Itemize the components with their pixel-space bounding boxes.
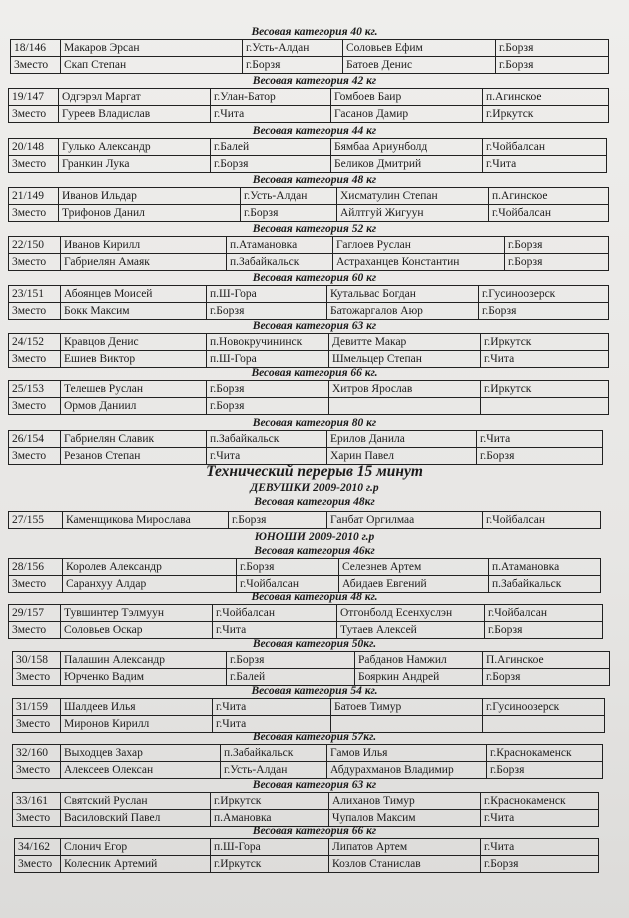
fighter-name: Макаров Эрсан — [61, 40, 243, 57]
bout-number: 3место — [9, 351, 61, 368]
opponent-city: г.Борзя — [487, 762, 603, 779]
fighter-name: Кравцов Денис — [61, 334, 207, 351]
fighter-name: Телешев Руслан — [61, 381, 207, 398]
bout-table — [8, 138, 607, 173]
bout-table — [8, 430, 603, 465]
opponent-name: Шмельцер Степан — [329, 351, 481, 368]
opponent-city: г.Краснокаменск — [487, 745, 603, 762]
bout-number: 19/147 — [9, 89, 59, 106]
table-row — [9, 351, 609, 368]
table-row — [9, 431, 603, 448]
table-row — [13, 669, 610, 686]
fighter-city: г.Борзя — [207, 303, 327, 320]
weight-group — [0, 730, 629, 776]
fighter-name: Абоянцев Моисей — [61, 286, 207, 303]
opponent-name — [329, 398, 481, 415]
fighter-city: г.Борзя — [243, 57, 343, 74]
bout-number: 20/148 — [9, 139, 59, 156]
fighter-name: Ормов Даниил — [61, 398, 207, 415]
table-row — [11, 40, 609, 57]
bout-number: 33/161 — [13, 793, 61, 810]
bout-number: 31/159 — [13, 699, 61, 716]
fighter-name: Бокк Максим — [61, 303, 207, 320]
bout-number: 3место — [9, 398, 61, 415]
bout-number: 3место — [9, 303, 61, 320]
opponent-name: Гамов Илья — [327, 745, 487, 762]
opponent-city — [481, 398, 609, 415]
opponent-name: Соловьев Ефим — [343, 40, 496, 57]
fighter-city: п.Забайкальск — [227, 254, 333, 271]
bout-table — [8, 236, 609, 271]
fighter-city: г.Борзя — [227, 652, 355, 669]
table-row — [9, 237, 609, 254]
bout-number: 3место — [9, 254, 61, 271]
weight-group — [0, 824, 629, 870]
table-row — [9, 381, 609, 398]
weight-category-header: Весовая категория 40 кг. — [251, 26, 378, 38]
opponent-name: Ерилов Данила — [327, 431, 477, 448]
table-row — [9, 605, 603, 622]
opponent-city: г.Краснокаменск — [481, 793, 599, 810]
weight-group — [0, 778, 629, 824]
opponent-city: г.Гусиноозерск — [483, 699, 605, 716]
fighter-name: Габриелян Амаяк — [61, 254, 227, 271]
fighter-name: Слонич Егор — [61, 839, 211, 856]
weight-category-header: Весовая категория 44 кг — [252, 125, 377, 137]
bout-number: 25/153 — [9, 381, 61, 398]
opponent-city: г.Иркутск — [481, 334, 609, 351]
bout-number: 28/156 — [9, 559, 63, 576]
opponent-city: г.Борзя — [483, 669, 610, 686]
bout-table — [12, 744, 603, 779]
bout-number: 29/157 — [9, 605, 61, 622]
weight-category-header: Весовая категория 60 кг — [252, 272, 377, 284]
bout-table — [8, 187, 609, 222]
fighter-name: Королев Александр — [63, 559, 237, 576]
bout-table — [8, 88, 609, 123]
opponent-name: Рабданов Намжил — [355, 652, 483, 669]
opponent-name: Козлов Станислав — [329, 856, 481, 873]
opponent-city: г.Иркутск — [481, 381, 609, 398]
weight-group — [0, 530, 629, 590]
bout-number: 3место — [13, 762, 61, 779]
fighter-city: п.Атамановка — [227, 237, 333, 254]
technical-break-heading: Технический перерыв 15 минут — [206, 463, 423, 480]
opponent-city: г.Борзя — [496, 57, 609, 74]
weight-category-header: Весовая категория 80 кг — [252, 417, 377, 429]
opponent-name: Кутальвас Богдан — [327, 286, 479, 303]
division-heading: ЮНОШИ 2009-2010 г.р — [254, 531, 375, 543]
fighter-city: г.Иркутск — [211, 856, 329, 873]
table-row — [9, 559, 601, 576]
table-row — [9, 334, 609, 351]
table-row — [9, 106, 609, 123]
weight-category-header: Весовая категория 52 кг — [252, 223, 377, 235]
opponent-city: г.Борзя — [477, 448, 603, 465]
bout-table — [8, 511, 601, 529]
weight-category-header: Весовая категория 48кг — [254, 496, 375, 508]
bout-number: 3место — [9, 205, 59, 222]
bout-number: 18/146 — [11, 40, 61, 57]
fighter-city: п.Ш-Гора — [207, 286, 327, 303]
opponent-name: Беликов Дмитрий — [331, 156, 483, 173]
bout-number: 27/155 — [9, 512, 63, 529]
weight-group — [0, 74, 629, 120]
fighter-city: г.Борзя — [241, 205, 337, 222]
opponent-city: г.Чита — [481, 351, 609, 368]
opponent-city: г.Чита — [483, 156, 607, 173]
bout-number: 3место — [13, 669, 61, 686]
opponent-city: г.Борзя — [496, 40, 609, 57]
fighter-name: Саранхуу Алдар — [63, 576, 237, 593]
fighter-name: Колесник Артемий — [61, 856, 211, 873]
weight-category-header: Весовая категория 63 кг — [252, 779, 377, 791]
bout-number: 32/160 — [13, 745, 61, 762]
bout-number: 23/151 — [9, 286, 61, 303]
fighter-name: Юрченко Вадим — [61, 669, 227, 686]
opponent-name: Алиханов Тимур — [329, 793, 481, 810]
opponent-city: г.Чита — [481, 810, 599, 827]
fighter-city: г.Усть-Алдан — [241, 188, 337, 205]
opponent-city: П.Агинское — [483, 652, 610, 669]
fighter-name: Гуреев Владислав — [59, 106, 211, 123]
table-row — [11, 57, 609, 74]
weight-group — [0, 124, 629, 170]
table-row — [9, 286, 609, 303]
fighter-name: Резанов Степан — [61, 448, 207, 465]
opponent-name: Отгонболд Есенхуслэн — [337, 605, 485, 622]
fighter-city: г.Чита — [213, 716, 331, 733]
fighter-city: п.Ш-Гора — [211, 839, 329, 856]
fighter-name: Тувшинтер Тэлмуун — [61, 605, 213, 622]
fighter-name: Миронов Кирилл — [61, 716, 213, 733]
opponent-name: Батоев Тимур — [331, 699, 483, 716]
weight-group — [0, 173, 629, 219]
fighter-city: г.Усть-Алдан — [243, 40, 343, 57]
bout-table — [12, 792, 599, 827]
table-row — [13, 652, 610, 669]
weight-group — [0, 463, 629, 526]
fighter-name: Гулько Александр — [59, 139, 211, 156]
fighter-name: Святский Руслан — [61, 793, 211, 810]
bout-table — [12, 651, 610, 686]
fighter-city: п.Забайкальск — [207, 431, 327, 448]
fighter-name: Гранкин Лука — [59, 156, 211, 173]
opponent-city: г.Чита — [477, 431, 603, 448]
table-row — [13, 699, 605, 716]
bout-table — [14, 838, 599, 873]
opponent-name: Липатов Артем — [329, 839, 481, 856]
bout-number: 3место — [13, 716, 61, 733]
bout-table — [8, 333, 609, 368]
opponent-city: г.Чита — [481, 839, 599, 856]
opponent-city: г.Борзя — [505, 254, 609, 271]
bout-number: 3место — [9, 622, 61, 639]
fighter-city: г.Иркутск — [211, 793, 329, 810]
opponent-name: Гасанов Дамир — [331, 106, 483, 123]
bout-table — [8, 604, 603, 639]
weight-category-header: Весовая категория 48 кг — [252, 174, 377, 186]
table-row — [9, 398, 609, 415]
bout-number: 30/158 — [13, 652, 61, 669]
fighter-name: Иванов Ильдар — [59, 188, 241, 205]
opponent-name: Бямбаа Ариунболд — [331, 139, 483, 156]
bout-number: 3место — [9, 576, 63, 593]
table-row — [9, 254, 609, 271]
fighter-name: Алексеев Олексан — [61, 762, 221, 779]
fighter-city: г.Борзя — [237, 559, 339, 576]
table-row — [15, 839, 599, 856]
opponent-city: г.Чойбалсан — [489, 205, 609, 222]
opponent-city: г.Борзя — [479, 303, 609, 320]
opponent-city: г.Иркутск — [483, 106, 609, 123]
table-row — [9, 303, 609, 320]
opponent-name: Астраханцев Константин — [333, 254, 505, 271]
table-row — [9, 448, 603, 465]
opponent-name: Гомбоев Баир — [331, 89, 483, 106]
bout-number: 3место — [9, 448, 61, 465]
opponent-city: г.Борзя — [481, 856, 599, 873]
opponent-name: Селезнев Артем — [339, 559, 489, 576]
table-row — [9, 89, 609, 106]
fighter-name: Иванов Кирилл — [61, 237, 227, 254]
weight-category-header: Весовая категория 54 кг. — [251, 685, 378, 697]
weight-group — [0, 590, 629, 636]
opponent-city: п.Забайкальск — [489, 576, 601, 593]
division-heading: ДЕВУШКИ 2009-2010 г.р — [250, 482, 379, 494]
fighter-city: г.Балей — [227, 669, 355, 686]
fighter-name: Каменщикова Мирослава — [63, 512, 229, 529]
fighter-name: Соловьев Оскар — [61, 622, 213, 639]
opponent-city: п.Агинское — [489, 188, 609, 205]
bout-table — [8, 285, 609, 320]
weight-group — [0, 271, 629, 317]
opponent-name: Хисматулин Степан — [337, 188, 489, 205]
bout-table — [8, 380, 609, 415]
weight-group — [0, 416, 629, 462]
opponent-city: г.Чойбалсан — [485, 605, 603, 622]
weight-group — [0, 222, 629, 268]
fighter-name: Трифонов Данил — [59, 205, 241, 222]
bout-number: 21/149 — [9, 188, 59, 205]
fighter-city: г.Чита — [207, 448, 327, 465]
weight-category-header: Весовая категория 46кг — [254, 545, 375, 557]
bout-number: 3место — [15, 856, 61, 873]
bout-number: 3место — [9, 106, 59, 123]
table-row — [9, 512, 601, 529]
fighter-city: п.Ш-Гора — [207, 351, 329, 368]
bout-number: 3место — [9, 156, 59, 173]
weight-group — [0, 366, 629, 412]
fighter-city: г.Усть-Алдан — [221, 762, 327, 779]
opponent-name: Ганбат Оргилмаа — [327, 512, 483, 529]
opponent-name: Бояркин Андрей — [355, 669, 483, 686]
fighter-city: г.Борзя — [211, 156, 331, 173]
opponent-name: Девитте Макар — [329, 334, 481, 351]
table-row — [13, 793, 599, 810]
bout-number: 22/150 — [9, 237, 61, 254]
fighter-city: г.Улан-Батор — [211, 89, 331, 106]
fighter-name: Выходцев Захар — [61, 745, 221, 762]
fighter-city: г.Чита — [213, 699, 331, 716]
opponent-name: Батожаргалов Аюр — [327, 303, 479, 320]
opponent-name: Гаглоев Руслан — [333, 237, 505, 254]
opponent-name: Абдурахманов Владимир — [327, 762, 487, 779]
bout-number: 34/162 — [15, 839, 61, 856]
fighter-name: Палашин Александр — [61, 652, 227, 669]
weight-group — [0, 637, 629, 683]
bout-table — [8, 558, 601, 593]
fighter-city: п.Забайкальск — [221, 745, 327, 762]
weight-category-header: Весовая категория 42 кг — [252, 75, 377, 87]
fighter-city: п.Новокручининск — [207, 334, 329, 351]
fighter-city: г.Борзя — [207, 398, 329, 415]
fighter-city: г.Чойбалсан — [237, 576, 339, 593]
fighter-city: г.Балей — [211, 139, 331, 156]
opponent-name: Абидаев Евгений — [339, 576, 489, 593]
weight-category-header: Весовая категория 57кг. — [252, 731, 377, 743]
fighter-name: Шалдеев Илья — [61, 699, 213, 716]
bout-number: 3место — [13, 810, 61, 827]
weight-category-header: Весовая категория 66 кг — [252, 825, 377, 837]
opponent-name: Харин Павел — [327, 448, 477, 465]
weight-category-header: Весовая категория 63 кг — [252, 320, 377, 332]
opponent-name: Хитров Ярослав — [329, 381, 481, 398]
opponent-name: Батоев Денис — [343, 57, 496, 74]
opponent-city: г.Чойбалсан — [483, 139, 607, 156]
fighter-name: Василовский Павел — [61, 810, 211, 827]
table-row — [13, 762, 603, 779]
fighter-city: г.Чойбалсан — [213, 605, 337, 622]
opponent-name: Айлтгуй Жигуун — [337, 205, 489, 222]
opponent-name: Чупалов Максим — [329, 810, 481, 827]
bout-table — [12, 698, 605, 733]
fighter-city: г.Чита — [213, 622, 337, 639]
opponent-city: г.Борзя — [485, 622, 603, 639]
opponent-city: г.Чойбалсан — [483, 512, 601, 529]
table-row — [15, 856, 599, 873]
table-row — [9, 139, 607, 156]
bout-number: 24/152 — [9, 334, 61, 351]
opponent-city: г.Борзя — [505, 237, 609, 254]
opponent-name: Тутаев Алексей — [337, 622, 485, 639]
fighter-name: Одгэрэл Маргат — [59, 89, 211, 106]
opponent-city: г.Гусиноозерск — [479, 286, 609, 303]
table-row — [9, 188, 609, 205]
weight-category-header: Весовая категория 50кг. — [252, 638, 377, 650]
bout-table — [10, 39, 609, 74]
table-row — [13, 745, 603, 762]
fighter-name: Габриелян Славик — [61, 431, 207, 448]
opponent-city: п.Агинское — [483, 89, 609, 106]
table-row — [9, 156, 607, 173]
fighter-city: г.Борзя — [229, 512, 327, 529]
fighter-city: г.Борзя — [207, 381, 329, 398]
fighter-name: Ешиев Виктор — [61, 351, 207, 368]
bout-number: 26/154 — [9, 431, 61, 448]
fighter-city: п.Амановка — [211, 810, 329, 827]
weight-category-header: Весовая категория 66 кг. — [251, 367, 378, 379]
weight-group — [0, 684, 629, 730]
fighter-name: Скап Степан — [61, 57, 243, 74]
bout-number: 3место — [11, 57, 61, 74]
table-row — [9, 205, 609, 222]
fighter-city: г.Чита — [211, 106, 331, 123]
opponent-city: п.Атамановка — [489, 559, 601, 576]
table-row — [9, 622, 603, 639]
weight-group — [0, 319, 629, 365]
weight-category-header: Весовая категория 48 кг. — [251, 591, 378, 603]
weight-group — [0, 25, 629, 71]
